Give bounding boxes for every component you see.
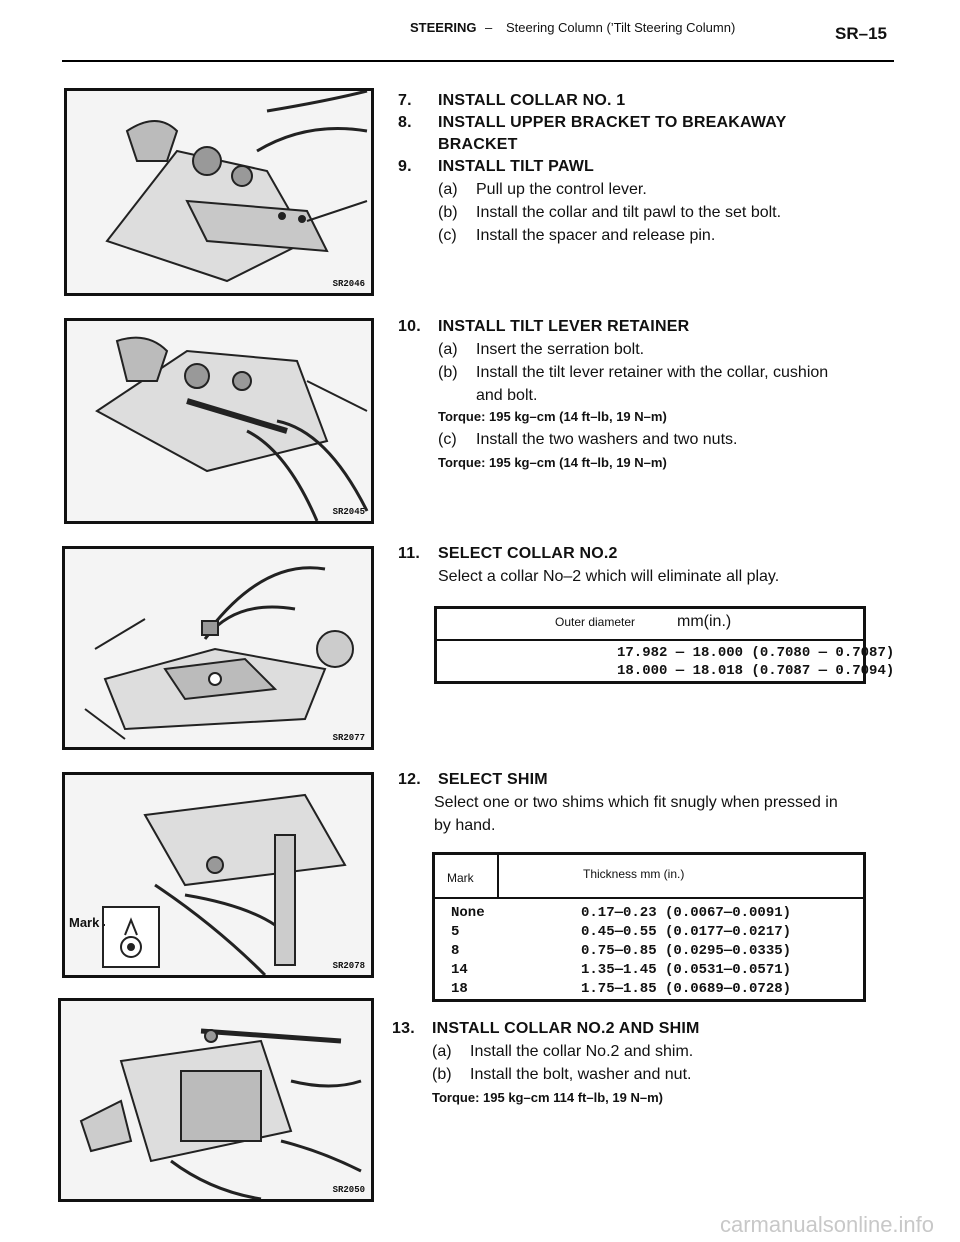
column-header-mark: Mark: [447, 871, 474, 885]
figure-code: SR2077: [332, 733, 365, 743]
step-9-item-a: [438, 181, 647, 199]
column-header-outer-diameter: Outer diameter: [555, 615, 636, 629]
step-title: INSTALL COLLAR NO.2 AND SHIM: [432, 1020, 700, 1037]
step-10-item-c: [438, 431, 737, 449]
header-separator: –: [485, 20, 493, 35]
column-divider: [497, 855, 499, 897]
shim-mark-cell: 18: [451, 981, 468, 997]
torque-spec: Torque: 195 kg–cm (14 ft–lb, 19 N–m): [438, 409, 667, 424]
item-label: (b): [438, 364, 458, 381]
mark-callout: Mark: [69, 915, 100, 930]
step-10-item-b-cont: and bolt.: [476, 387, 538, 404]
figure-code: SR2078: [332, 961, 365, 971]
shim-drawing: [65, 775, 371, 975]
shim-thickness-table: [432, 852, 866, 1002]
table-row: 17.982 — 18.000 (0.7080 — 0.7087): [617, 645, 895, 661]
column-header-thickness: Thickness mm (in.): [583, 867, 685, 881]
table-row: 18.000 — 18.018 (0.7087 — 0.7094): [617, 663, 895, 679]
step-number: 13.: [392, 1020, 415, 1037]
item-label: (b): [438, 204, 458, 221]
shim-mark-cell: 14: [451, 962, 468, 978]
step-13-item-b: [432, 1066, 691, 1084]
shim-mark-cell: 5: [451, 924, 460, 940]
torque-spec: Torque: 195 kg–cm 114 ft–lb, 19 N–m): [432, 1090, 663, 1105]
item-label: (c): [438, 431, 457, 448]
figure-code: SR2045: [332, 507, 365, 517]
step-title: INSTALL TILT PAWL: [438, 158, 594, 175]
step-12-heading: [398, 771, 548, 789]
step-12-text-cont: by hand.: [434, 817, 496, 834]
shim-mark-cell: None: [451, 905, 485, 921]
figure-code: SR2050: [332, 1185, 365, 1195]
item-label: (b): [432, 1066, 452, 1083]
collar-shim-install-drawing: [61, 1001, 371, 1199]
step-9-heading: [398, 158, 594, 176]
step-10-item-a: [438, 341, 644, 359]
figure-shim-illustration: [62, 772, 374, 978]
section-subtitle: Steering Column (’Tilt Steering Column): [506, 20, 736, 35]
item-text: Install the collar No.2 and shim.: [470, 1043, 694, 1060]
figure-collar-no2-illustration: [62, 546, 374, 750]
item-label: (c): [438, 227, 457, 244]
column-header-unit: mm(in.): [677, 613, 732, 630]
step-13-heading: [392, 1020, 700, 1038]
step-11-heading: [398, 545, 618, 563]
item-text: Pull up the control lever.: [476, 181, 647, 198]
item-text: Install the bolt, washer and nut.: [470, 1066, 692, 1083]
step-10-heading: [398, 318, 689, 336]
item-label: (a): [432, 1043, 452, 1060]
tilt-lever-retainer-drawing: [67, 321, 371, 521]
section-title: STEERING: [410, 20, 477, 35]
step-10-item-b: [438, 364, 828, 382]
step-13-item-a: [432, 1043, 693, 1061]
shim-thickness-cell: 1.35—1.45 (0.0531—0.0571): [581, 962, 792, 978]
table-header: [435, 855, 863, 899]
step-number: 11.: [398, 545, 420, 562]
step-7-heading: [398, 92, 625, 110]
torque-spec: Torque: 195 kg–cm (14 ft–lb, 19 N–m): [438, 455, 667, 470]
page-number: SR–15: [835, 24, 887, 43]
tilt-pawl-drawing: [67, 91, 371, 293]
step-number: 8.: [398, 114, 412, 131]
item-text: Insert the serration bolt.: [476, 341, 645, 358]
step-title: SELECT SHIM: [438, 771, 548, 788]
table-header: [437, 609, 863, 641]
step-title: INSTALL TILT LEVER RETAINER: [438, 318, 690, 335]
step-title: SELECT COLLAR NO.2: [438, 545, 618, 562]
step-title: INSTALL UPPER BRACKET TO BREAKAWAY: [438, 114, 787, 131]
shim-mark-cell: 8: [451, 943, 460, 959]
item-text: Install the spacer and release pin.: [476, 227, 716, 244]
step-number: 12.: [398, 771, 421, 788]
figure-collar-shim-install-illustration: [58, 998, 374, 1202]
figure-code: SR2046: [332, 279, 365, 289]
collar-no2-drawing: [65, 549, 371, 747]
step-title: INSTALL COLLAR NO. 1: [438, 92, 626, 109]
step-9-item-c: [438, 227, 715, 245]
step-9-item-b: [438, 204, 781, 222]
shim-thickness-cell: 0.45—0.55 (0.0177—0.0217): [581, 924, 792, 940]
step-8-heading: [398, 114, 786, 132]
shim-thickness-cell: 0.75—0.85 (0.0295—0.0335): [581, 943, 792, 959]
header-rule: [62, 60, 894, 62]
step-11-text: Select a collar No–2 which will eliminate all play.: [438, 568, 780, 585]
figure-tilt-pawl-illustration: [64, 88, 374, 296]
item-text: Install the collar and tilt pawl to the set bolt.: [476, 204, 782, 221]
step-number: 7.: [398, 92, 412, 109]
step-number: 9.: [398, 158, 412, 175]
figure-tilt-lever-retainer-illustration: [64, 318, 374, 524]
step-number: 10.: [398, 318, 421, 335]
watermark: carmanualsonline.info: [720, 1212, 935, 1237]
shim-thickness-cell: 1.75—1.85 (0.0689—0.0728): [581, 981, 792, 997]
collar-diameter-table: [434, 606, 895, 684]
shim-thickness-cell: 0.17—0.23 (0.0067—0.0091): [581, 905, 792, 921]
step-8-heading-cont: BRACKET: [438, 136, 518, 153]
item-text: Install the two washers and two nuts.: [476, 431, 738, 448]
item-label: (a): [438, 181, 458, 198]
step-12-text: Select one or two shims which fit snugly when pressed in: [434, 794, 838, 811]
item-text: Install the tilt lever retainer with the collar, cushion: [476, 364, 829, 381]
item-label: (a): [438, 341, 458, 358]
